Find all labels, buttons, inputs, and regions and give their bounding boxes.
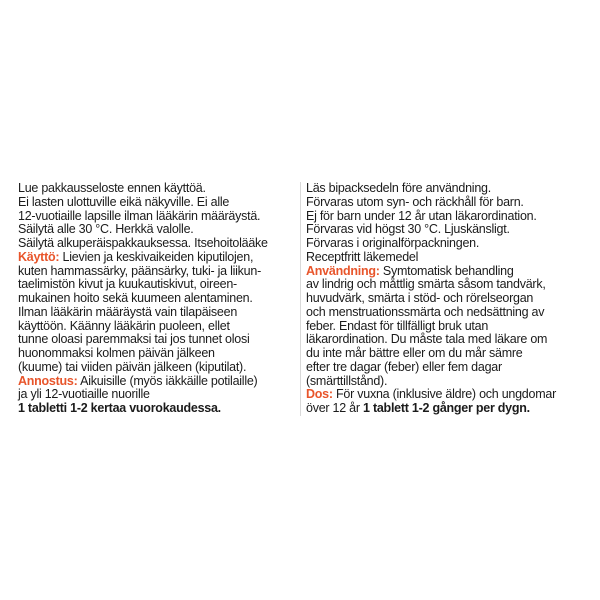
sv-usage-line: läkarordination. Du måste tala med läkare om [306,332,548,347]
sv-line: Förvaras utom syn- och räckhåll för barn. [306,194,524,209]
sv-usage-text: Symtomatisk behandling [382,263,514,278]
sv-line: Förvaras i originalförpackningen. [306,236,480,250]
fi-line: Lue pakkausseloste ennen käyttöä. [18,181,206,195]
sv-usage-heading: Användning: [306,263,380,278]
sv-usage-line [306,265,586,279]
sv-dosage-text: För vuxna (inklusive äldre) och ungdomar [336,387,556,402]
sv-line: Läs bipacksedeln före användning. [306,181,491,195]
sv-dosage-text: över 12 år [306,401,360,415]
fi-dosage-instruction: 1 tabletti 1-2 kertaa vuorokaudessa. [18,401,221,415]
fi-dosage-text: Aikuisille (myös iäkkäille potilaille) [80,373,258,388]
fi-usage-line [18,251,296,265]
sv-usage-line: av lindrig och måttlig smärta såsom tandvärk, [306,277,546,292]
fi-dosage-line [18,375,296,389]
swedish-text-column [306,182,586,416]
fi-usage-text: Lievien ja keskivaikeiden kiputilojen, [62,249,254,264]
fi-usage-line: taelimistön kivut ja kuukautiskivut, oireen- [18,277,237,292]
fi-usage-heading: Käyttö: [18,249,60,264]
fi-usage-line: käyttöön. Käänny lääkärin puoleen, ellet [18,318,230,333]
fi-line: Ei lasten ulottuville eikä näkyville. Ei alle [18,194,230,209]
sv-dosage-instruction: 1 tablett 1-2 gånger per dygn. [363,401,530,415]
sv-usage-line: efter tre dagar (feber) eller fem dagar [306,359,502,374]
fi-dosage-heading: Annostus: [18,373,78,388]
fi-line: Säilytä alle 30 °C. Herkkä valolle. [18,222,194,237]
sv-usage-line: feber. Endast för tillfälligt bruk utan [306,318,489,333]
fi-usage-line: tunne oloasi paremmaksi tai jos tunnet olosi [18,332,250,347]
sv-dosage-line [306,388,586,402]
sv-line: Receptfritt läkemedel [306,249,419,264]
column-divider [300,182,301,416]
fi-line: 12-vuotiaille lapsille ilman lääkärin määräystä. [18,208,261,223]
finnish-text-column [18,182,296,416]
fi-usage-line: kuten hammassärky, päänsärky, tuki- ja liikun- [18,263,261,278]
fi-usage-line: Ilman lääkärin määräystä vain tilapäiseen [18,304,238,319]
sv-dosage-heading: Dos: [306,387,333,402]
fi-usage-line: huonommaksi kolmen päivän jälkeen [18,346,215,360]
fi-usage-line: mukainen hoito sekä kuumeen alentaminen. [18,291,253,305]
fi-dosage-line: ja yli 12-vuotiaille nuorille [18,387,150,402]
sv-line: Förvaras vid högst 30 °C. Ljuskänsligt. [306,222,510,237]
sv-usage-line: huvudvärk, smärta i stöd- och rörelseorgan [306,291,534,305]
fi-line: Säilytä alkuperäispakkauksessa. Itsehoitolääke [18,236,268,250]
sv-usage-line: du inte mår bättre eller om du mår sämre [306,346,523,360]
fi-usage-line: (kuume) tai viiden päivän jälkeen (kiputilat). [18,359,247,374]
sv-usage-line: och menstruationssmärta och nedsättning av [306,304,545,319]
sv-usage-line: (smärttillstånd). [306,373,388,388]
sv-line: Ej för barn under 12 år utan läkarordination. [306,208,537,223]
sv-dosage-line [306,402,586,416]
